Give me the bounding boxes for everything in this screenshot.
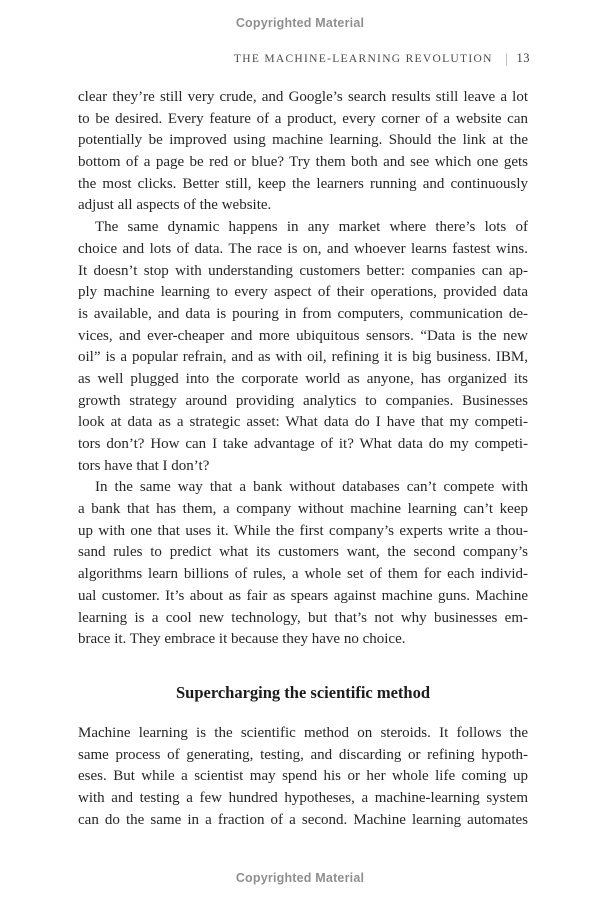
text-line: with and testing a few hundred hypotheses, a machine-learning system: [78, 789, 528, 806]
text-line: ply machine learning to every aspect of their operations, provided data: [78, 284, 528, 301]
copyright-notice-bottom: Copyrighted Material: [235, 871, 365, 885]
text-line: adjust all aspects of the website.: [78, 197, 272, 214]
text-line: choice and lots of data. The race is on, and whoever learns fastest wins.: [78, 240, 528, 257]
text-line: look at data as a strategic asset: What data do I have that my competi-: [78, 414, 528, 431]
paragraph: [78, 723, 528, 831]
text-line: vices, and ever-cheaper and more ubiquitous sensors. “Data is the new: [78, 327, 528, 344]
text-line: It doesn’t stop with understanding customers better: companies can ap-: [78, 262, 528, 279]
paragraph: [78, 87, 528, 217]
text-line: brace it. They embrace it because they have no choice.: [78, 631, 406, 648]
text-line: tors have that I don’t?: [78, 457, 210, 474]
copyright-notice-top: Copyrighted Material: [235, 16, 365, 30]
text-line: Machine learning is the scientific method on steroids. It follows the: [78, 724, 528, 741]
text-line: up with one that uses it. While the first company’s experts write a thou-: [78, 522, 528, 539]
text-line: In the same way that a bank without databases can’t compete with: [95, 479, 528, 496]
text-line: sand rules to predict what its customers want, the second company’s: [78, 544, 528, 561]
text-line: bottom of a page be red or blue? Try them both and see which one gets: [78, 154, 528, 171]
text-line: tors don’t? How can I take advantage of it? What data do my competi-: [78, 436, 528, 452]
text-line: algorithms learn billions of rules, a whole set of them for each individ-: [78, 566, 528, 583]
text-line: same process of generating, testing, and discarding or refining hypoth-: [78, 746, 528, 763]
text-line: a bank that has them, a company without machine learning can’t keep: [78, 501, 528, 518]
page-number: 13: [516, 51, 530, 65]
text-line: learning is a cool new technology, but that’s not why businesses em-: [78, 609, 528, 626]
text-line: clear they’re still very crude, and Google’s search results still leave a lot: [78, 89, 528, 105]
section-heading: Supercharging the scientific method: [175, 682, 431, 702]
paragraph: [78, 217, 528, 477]
text-line: oil” is a popular refrain, and as with oil, refining it is big business. IBM,: [78, 349, 528, 366]
body-column: [78, 87, 528, 831]
text-line: can do the same in a fraction of a second. Machine learning automates: [78, 811, 528, 828]
text-line: growth strategy around providing analytics to companies. Businesses: [78, 392, 528, 409]
text-line: eses. But while a scientist may spend his or her whole life coming up: [78, 768, 528, 785]
text-line: ual customer. It’s about as fair as spears against machine guns. Machine: [78, 587, 528, 604]
running-header: [78, 51, 530, 68]
paragraph: [78, 477, 528, 651]
text-line: The same dynamic happens in any market where there’s lots of: [95, 219, 528, 236]
text-line: is available, and data is pouring in from computers, communication de-: [78, 305, 528, 322]
text-line: the most clicks. Better still, keep the learners running and continuously: [78, 175, 528, 192]
header-separator: |: [505, 52, 507, 67]
running-header-title: THE MACHINE-LEARNING REVOLUTION: [233, 53, 493, 65]
text-line: as well plugged into the corporate world as anyone, has organized its: [78, 370, 528, 387]
text-line: to be desired. Every feature of a product, every corner of a website can: [78, 110, 528, 127]
text-line: potentially be improved using machine learning. Should the link at the: [78, 132, 528, 149]
